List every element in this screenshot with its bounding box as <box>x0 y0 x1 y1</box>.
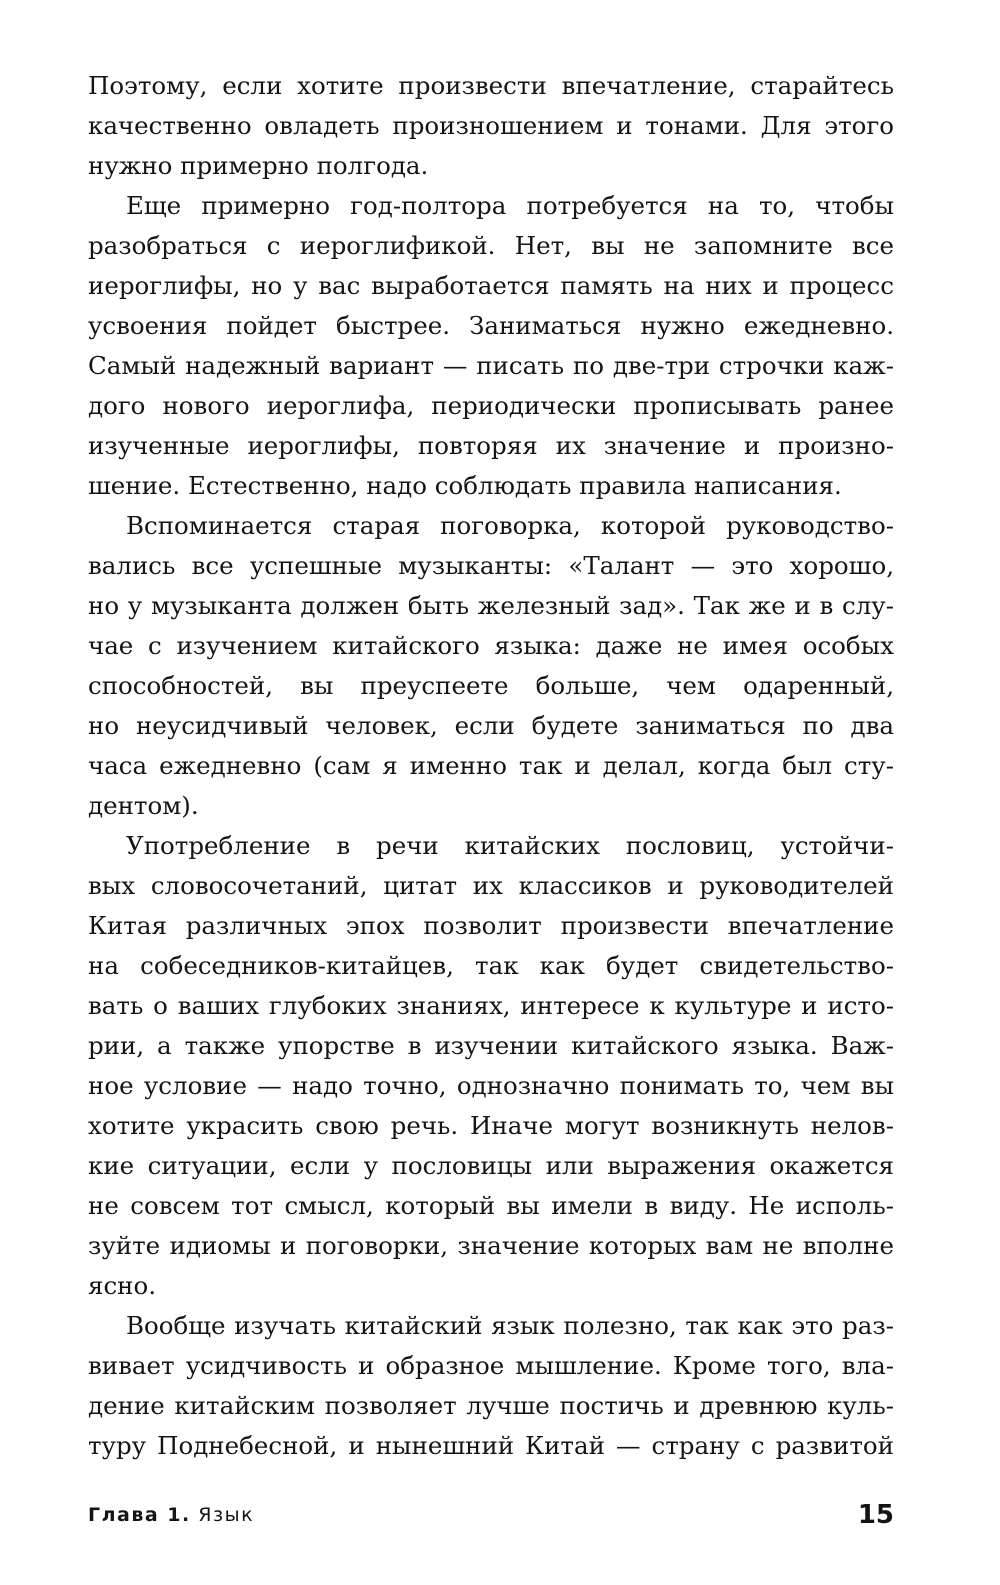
text-line: на собеседников-китайцев, так как будет свидетельство- <box>88 951 894 980</box>
paragraph <box>88 186 894 506</box>
text-line: способностей, вы преуспеете больше, чем одаренный, <box>88 671 894 700</box>
text-line: изученные иероглифы, повторяя их значение и произно- <box>88 431 894 460</box>
text-line: ясно. <box>88 1271 157 1300</box>
text-line: вивает усидчивость и образное мышление. Кроме того, вла- <box>88 1351 894 1380</box>
text-line: вых словосочетаний, цитат их классиков и руководителей <box>88 871 894 900</box>
chapter-label: Глава 1. <box>88 1504 191 1526</box>
text-line: Самый надежный вариант — писать по две-три строчки каж- <box>88 351 894 380</box>
page-footer <box>88 1495 894 1535</box>
text-line: иероглифы, но у вас выработается память на них и процесс <box>88 271 894 300</box>
text-line: разобраться с иероглификой. Нет, вы не запомните все <box>88 231 894 260</box>
text-line: часа ежедневно (сам я именно так и делал, когда был сту- <box>88 751 894 780</box>
text-line: Еще примерно год-полтора потребуется на то, чтобы <box>126 191 894 220</box>
text-line: туру Поднебесной, и нынешний Китай — страну с развитой <box>88 1431 894 1460</box>
text-line: чае с изучением китайского языка: даже не имея особых <box>88 631 894 660</box>
text-line: усвоения пойдет быстрее. Заниматься нужно ежедневно. <box>88 311 894 340</box>
text-line: Вспоминается старая поговорка, которой руководство- <box>126 511 894 540</box>
paragraph <box>88 66 894 186</box>
text-line: рии, а также упорстве в изучении китайского языка. Важ- <box>88 1031 894 1060</box>
text-line: дение китайским позволяет лучше постичь и древнюю куль- <box>88 1391 894 1420</box>
paragraph <box>88 826 894 1306</box>
text-line: но у музыканта должен быть железный зад». Так же и в слу- <box>88 591 894 620</box>
text-line: Употребление в речи китайских пословиц, устойчи- <box>126 831 894 860</box>
text-line: вать о ваших глубоких знаниях, интересе к культуре и исто- <box>88 991 894 1020</box>
chapter-title: Язык <box>198 1504 255 1526</box>
text-line: Поэтому, если хотите произвести впечатление, старайтесь <box>88 71 894 100</box>
text-line: нужно примерно полгода. <box>88 151 429 180</box>
body-text <box>88 66 894 1466</box>
text-line: кие ситуации, если у пословицы или выражения окажется <box>88 1151 894 1180</box>
text-line: вались все успешные музыканты: «Талант — это хорошо, <box>88 551 894 580</box>
paragraph <box>88 1306 894 1466</box>
text-line: шение. Естественно, надо соблюдать правила написания. <box>88 471 842 500</box>
paragraph <box>88 506 894 826</box>
page-number: 15 <box>857 1500 894 1530</box>
text-line: дентом). <box>88 791 199 820</box>
text-line: дого нового иероглифа, периодически прописывать ранее <box>88 391 894 420</box>
text-line: не совсем тот смысл, который вы имели в виду. Не исполь- <box>88 1191 894 1220</box>
text-line: зуйте идиомы и поговорки, значение которых вам не вполне <box>88 1231 894 1260</box>
text-line: Китая различных эпох позволит произвести впечатление <box>88 911 894 940</box>
running-head <box>88 1495 254 1535</box>
text-line: ное условие — надо точно, однозначно понимать то, чем вы <box>88 1071 894 1100</box>
text-line: но неусидчивый человек, если будете заниматься по два <box>88 711 894 740</box>
text-line: Вообще изучать китайский язык полезно, так как это раз- <box>126 1311 894 1340</box>
text-line: хотите украсить свою речь. Иначе могут возникнуть нелов- <box>88 1111 894 1140</box>
text-line: качественно овладеть произношением и тонами. Для этого <box>88 111 894 140</box>
